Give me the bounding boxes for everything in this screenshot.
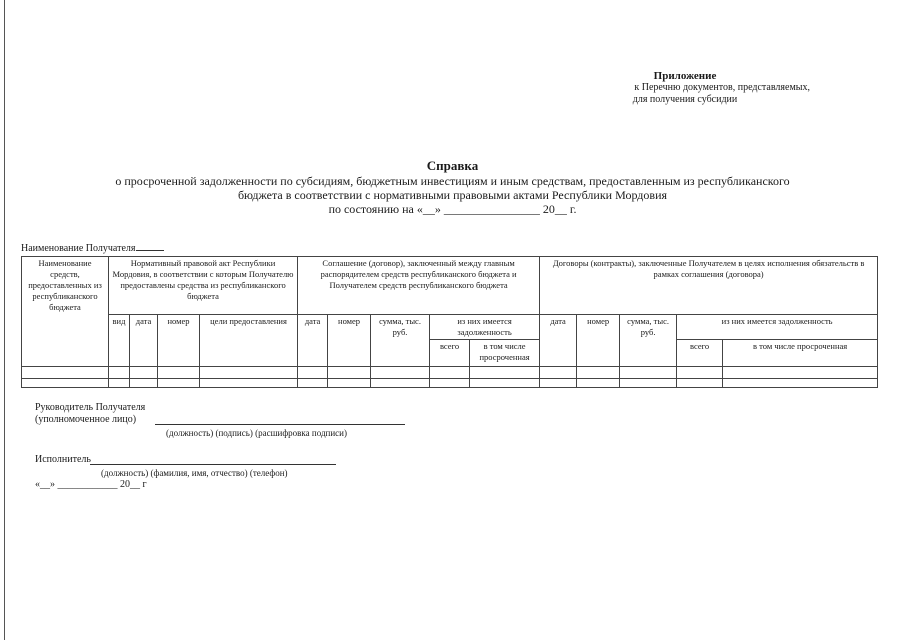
header-agreement-sum: сумма, тыс. руб. bbox=[371, 315, 430, 367]
header-legal-act: Нормативный правовой акт Республики Мордовия, в соответствии с которым Получателю предоставлены средства из республиканского бюджета bbox=[109, 257, 298, 315]
executor-signature-caption: (должность) (фамилия, имя, отчество) (телефон) bbox=[101, 468, 288, 478]
header-contracts: Договоры (контракты), заключенные Получателем в целях исполнения обязательств в рамках соглашения (договора) bbox=[540, 257, 878, 315]
appendix-title: Приложение bbox=[653, 70, 717, 82]
header-contract-date: дата bbox=[540, 315, 577, 367]
appendix-note bbox=[560, 70, 810, 106]
head-label-1: Руководитель Получателя bbox=[35, 402, 146, 413]
document-title: Справка bbox=[426, 158, 479, 173]
header-contract-debt-total: всего bbox=[677, 340, 723, 367]
header-agreement-debt-total: всего bbox=[430, 340, 470, 367]
executor-signature-line bbox=[90, 464, 336, 465]
header-agreement-debt-overdue: в том числе просроченная bbox=[470, 340, 540, 367]
head-signature-line bbox=[155, 424, 405, 425]
header-act-date: дата bbox=[130, 315, 158, 367]
document-subtitle-1: о просроченной задолженности по субсидиям, бюджетным инвестициям и иным средствам, предоставленным из республиканского bbox=[115, 174, 790, 188]
header-contract-debt: из них имеется задолженность bbox=[677, 315, 878, 340]
recipient-label: Наименование Получателя bbox=[21, 243, 136, 254]
recipient-underline bbox=[136, 242, 164, 251]
header-agreement-date: дата bbox=[298, 315, 328, 367]
debt-table bbox=[21, 256, 878, 388]
head-label-2: (уполномоченное лицо) bbox=[35, 414, 137, 425]
header-contract-debt-overdue: в том числе просроченная bbox=[723, 340, 878, 367]
header-contract-number: номер bbox=[577, 315, 620, 367]
header-agreement-debt: из них имеется задолженность bbox=[430, 315, 540, 340]
header-act-purpose: цели предоставления bbox=[200, 315, 298, 367]
appendix-line-2: для получения субсидии bbox=[632, 94, 738, 105]
document-heading bbox=[0, 158, 905, 216]
document-date-line: по состоянию на «__» ________________ 20__ г. bbox=[328, 202, 577, 216]
appendix-line-1: к Перечню документов, представляемых, bbox=[634, 82, 810, 93]
document-subtitle-2: бюджета в соответствии с нормативными правовыми актами Республики Мордовия bbox=[237, 188, 668, 202]
head-signature-caption: (должность) (подпись) (расшифровка подписи) bbox=[166, 428, 347, 438]
header-act-type: вид bbox=[109, 315, 130, 367]
executor-label: Исполнитель bbox=[35, 454, 91, 465]
page-left-edge bbox=[4, 0, 5, 640]
header-agreement-number: номер bbox=[328, 315, 371, 367]
table-row bbox=[22, 367, 878, 379]
signature-date-line: «__» ____________ 20__ г bbox=[35, 479, 147, 490]
header-contract-sum: сумма, тыс. руб. bbox=[620, 315, 677, 367]
header-act-number: номер bbox=[158, 315, 200, 367]
header-funds-name: Наименование средств, предоставленных из республиканского бюджета bbox=[22, 257, 109, 367]
recipient-name-field bbox=[21, 242, 164, 254]
header-agreement: Соглашение (договор), заключенный между главным распорядителем средств республиканского бюджета и Получателем средств республиканского бюджета bbox=[298, 257, 540, 315]
table-row bbox=[22, 379, 878, 388]
